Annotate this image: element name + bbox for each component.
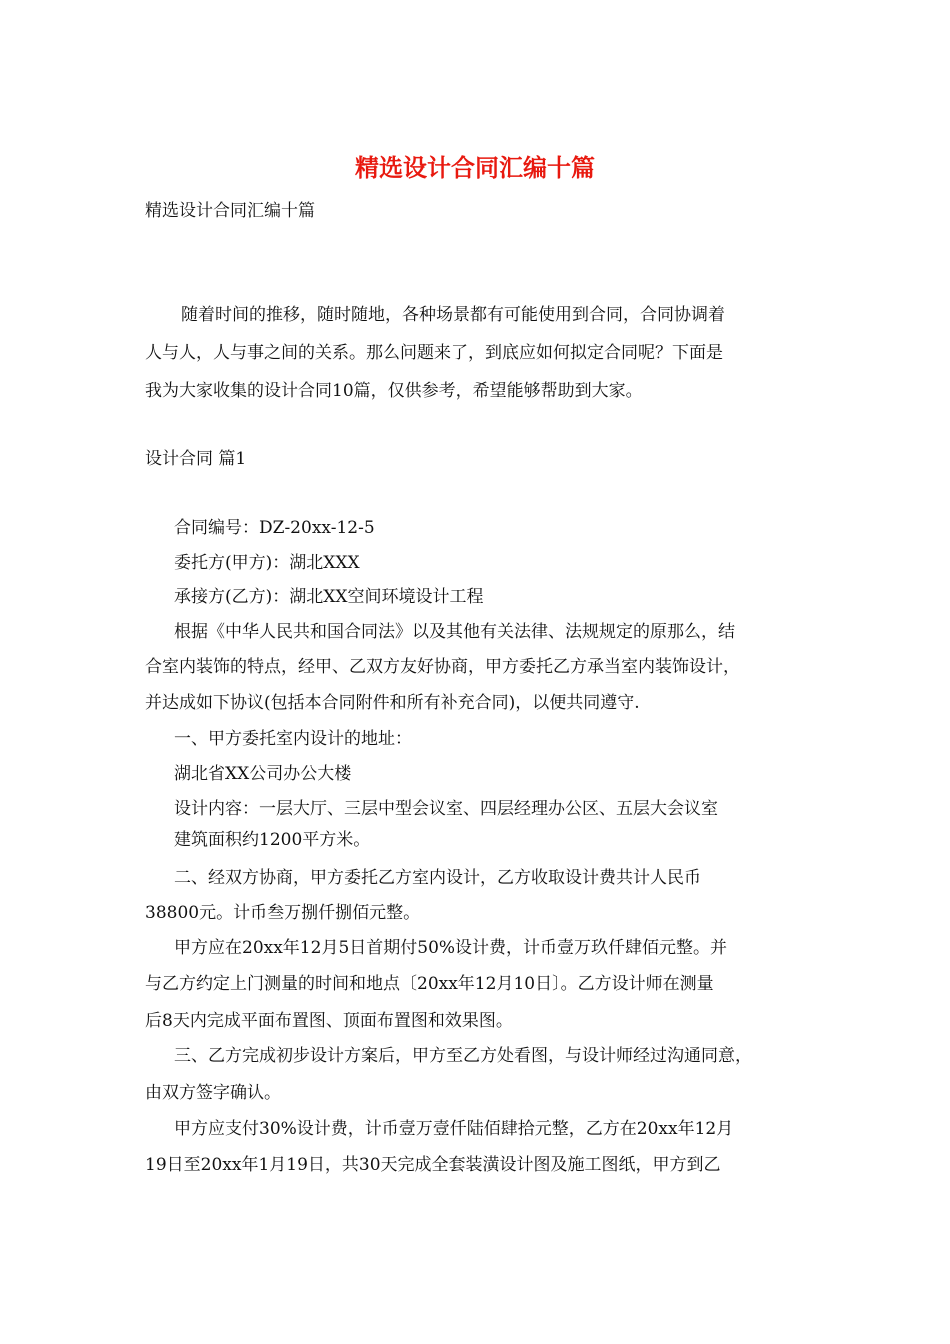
intro-line: 人与人，人与事之间的关系。那么问题来了，到底应如何拟定合同呢？下面是 [145,343,723,363]
body-line: 湖北省XX公司办公大楼 [174,764,352,784]
body-line: 38800元。计币叁万捌仟捌佰元整。 [145,903,421,923]
body-line: 并达成如下协议(包括本合同附件和所有补充合同)，以便共同遵守. [145,693,640,713]
body-line: 建筑面积约1200平方米。 [174,830,371,850]
body-line: 合同编号：DZ-20xx-12-5 [174,518,375,538]
body-line: 19日至20xx年1月19日，共30天完成全套装潢设计图及施工图纸，甲方到乙 [145,1155,721,1175]
body-line: 设计内容：一层大厅、三层中型会议室、四层经理办公区、五层大会议室 [174,799,718,819]
body-line: 一、甲方委托室内设计的地址： [174,729,412,749]
body-line: 委托方(甲方)：湖北XXX [174,553,360,573]
body-line: 与乙方约定上门测量的时间和地点〔20xx年12月10日〕。乙方设计师在测量 [145,974,714,994]
body-line: 后8天内完成平面布置图、顶面布置图和效果图。 [145,1011,513,1031]
intro-line: 我为大家收集的设计合同10篇，仅供参考，希望能够帮助到大家。 [145,381,643,401]
body-line: 承接方(乙方)：湖北XX空间环境设计工程 [174,587,484,607]
body-line: 三、乙方完成初步设计方案后，甲方至乙方处看图，与设计师经过沟通同意， [174,1046,752,1066]
body-line: 甲方应支付30%设计费，计币壹万壹仟陆佰肆拾元整，乙方在20xx年12月 [174,1119,734,1139]
intro-line: 随着时间的推移，随时随地，各种场景都有可能使用到合同，合同协调着 [181,305,725,325]
document-subtitle: 精选设计合同汇编十篇 [145,201,315,221]
body-line: 合室内装饰的特点，经甲、乙双方友好协商，甲方委托乙方承当室内装饰设计， [145,657,740,677]
document-title: 精选设计合同汇编十篇 [355,153,595,182]
body-line: 根据《中华人民共和国合同法》以及其他有关法律、法规规定的原那么，结 [174,622,735,642]
body-line: 由双方签字确认。 [145,1083,281,1103]
body-line: 甲方应在20xx年12月5日首期付50%设计费，计币壹万玖仟肆佰元整。并 [174,938,728,958]
body-line: 二、经双方协商，甲方委托乙方室内设计，乙方收取设计费共计人民币 [174,868,701,888]
section-heading: 设计合同 篇1 [145,449,247,469]
